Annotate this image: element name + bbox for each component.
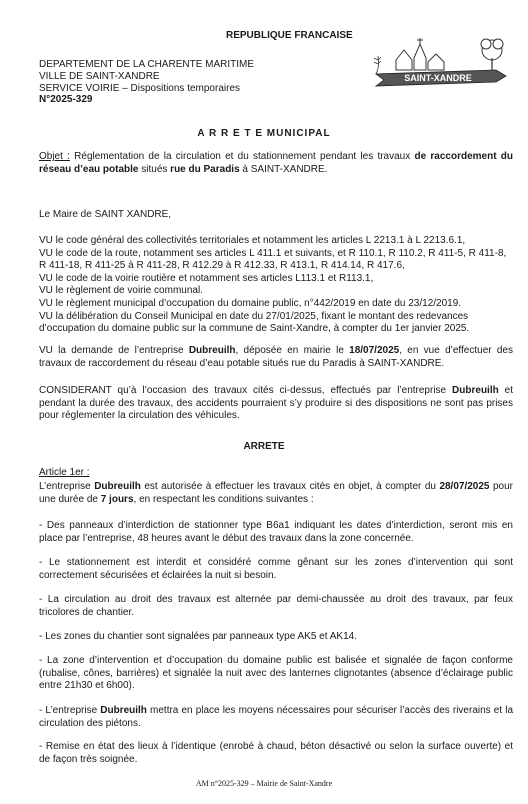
arrete-heading: ARRETE (243, 441, 285, 452)
objet-paragraph (39, 151, 513, 176)
condition-item: - Des panneaux d’interdiction de stationner type B6a1 indiquant les dates d’interdiction, seront mis en place par l’entreprise, 48 heures avant le début des travaux dans la zone concernée. (39, 520, 513, 544)
republic-heading: REPUBLIQUE FRANCAISE (226, 30, 353, 41)
securite-text: mettra en place les moyens nécessaires pour sécuriser l’accès des riverains et la circulation des piétons. (39, 705, 514, 729)
vu-item: VU le code de la route, notamment ses articles L 411.1 et suivants, et R 110.1, R 110.2, R 411-5, R 411-8, R 411-18, R 411-25 à R 411-28, R 412.29 à R 412.33, R 413.1, R 414.14, R 417.6, (39, 247, 507, 272)
condition-item: - La circulation au droit des travaux est alternée par demi-chaussée au droit des travaux, par feux tricolores de chantier. (39, 594, 513, 618)
demande-text: , déposée en mairie le (235, 345, 350, 356)
vu-item: VU le règlement de voirie communal. (39, 285, 203, 297)
ville-line: VILLE DE SAINT-XANDRE (39, 70, 160, 82)
duration: 7 jours (100, 493, 134, 505)
objet-text: situés (138, 163, 171, 175)
service-line: SERVICE VOIRIE – Dispositions temporaires (39, 82, 241, 94)
objet-bold: de raccordement du réseau d’eau potable (39, 151, 513, 175)
logo-wordmark: SAINT-XANDRE (404, 73, 472, 83)
demande-text: VU la demande de l’entreprise (39, 345, 189, 356)
objet-text: Réglementation de la circulation et du stationnement pendant les travaux (69, 151, 415, 162)
objet-label: Objet : (39, 151, 70, 162)
article-text: est autorisée à effectuer les travaux cités en objet, à compter du (140, 481, 440, 492)
securite-paragraph (39, 705, 513, 730)
arrete-number: N°2025-329 (39, 94, 93, 106)
article-text: , en respectant les conditions suivantes : (133, 493, 314, 505)
saint-xandre-logo (356, 30, 516, 90)
company-name: Dubreuilh (188, 345, 236, 356)
securite-text: - L’entreprise (39, 705, 101, 716)
document-title: A R R E T E MUNICIPAL (197, 128, 331, 139)
considerant-text: CONSIDERANT qu’à l’occasion des travaux cités ci-dessus, effectués par l’entreprise (39, 385, 453, 396)
company-name: Dubreuilh (94, 481, 141, 492)
demande-paragraph (39, 345, 513, 370)
article-text: L’entreprise (39, 481, 95, 492)
article-1-body (39, 481, 513, 506)
vu-item: VU le code de la voirie routière et notamment ses articles L113.1 et R113.1, (39, 272, 374, 284)
maire-line: Le Maire de SAINT XANDRE, (39, 209, 172, 220)
start-date: 28/07/2025 (439, 481, 490, 492)
department-line: DEPARTEMENT DE LA CHARENTE MARITIME (39, 59, 255, 70)
considerant-paragraph (39, 385, 513, 423)
condition-item: - Le stationnement est interdit et considéré comme gênant sur les zones d’intervention qui sont correctement sécurisées et éclairées la nuit si besoin. (39, 557, 513, 581)
issuer-block (39, 59, 254, 106)
demande-date: 18/07/2025 (349, 345, 400, 356)
condition-item: - La zone d’intervention et d’occupation du domaine public est balisée et signalée de façon conforme (rubalise, cônes, barrières) et signalée la nuit avec des lanternes clignotantes (absence d’éclairage public entre 21h30 et 6h00). (39, 655, 513, 692)
vu-item: VU le code général des collectivités territoriales et notamment les articles L 2213.1 à L 2213.6.1, (39, 235, 466, 246)
considerant-text: et pendant la durée des travaux, des accidents pourraient s’y produire si des dispositions ne sont pas prises pour réglementer la circulation des véhicules. (39, 385, 513, 422)
condition-item: - Les zones du chantier sont signalées par panneaux type AK5 et AK14. (39, 631, 357, 642)
company-name: Dubreuilh (100, 705, 147, 716)
article-text: pour une durée de (39, 481, 513, 505)
page-footer: AM n°2025-329 – Mairie de Saint-Xandre (195, 779, 333, 788)
company-name: Dubreuilh (452, 385, 499, 396)
vu-item: VU le règlement municipal d’occupation du domaine public, n°442/2019 en date du 23/12/2019. (39, 297, 462, 309)
objet-street: rue du Paradis (170, 163, 240, 175)
vu-item: VU la délibération du Conseil Municipal en date du 27/01/2025, fixant le montant des redevances d’occupation du domaine public sur la commune de Saint-Xandre, à compter du 1er janvier 2025. (39, 310, 470, 335)
article-1-title: Article 1er : (39, 467, 90, 478)
demande-text: , en vue d’effectuer des travaux de raccordement du réseau d’eau potable situés rue du Paradis à SAINT-XANDRE. (39, 345, 513, 369)
condition-item: - Remise en état des lieux à l’identique (enrobé à chaud, béton désactivé ou selon la surface ouverte) et de façon très soignée. (39, 741, 513, 765)
objet-text: à SAINT-XANDRE. (239, 163, 328, 175)
vu-list (39, 235, 513, 336)
